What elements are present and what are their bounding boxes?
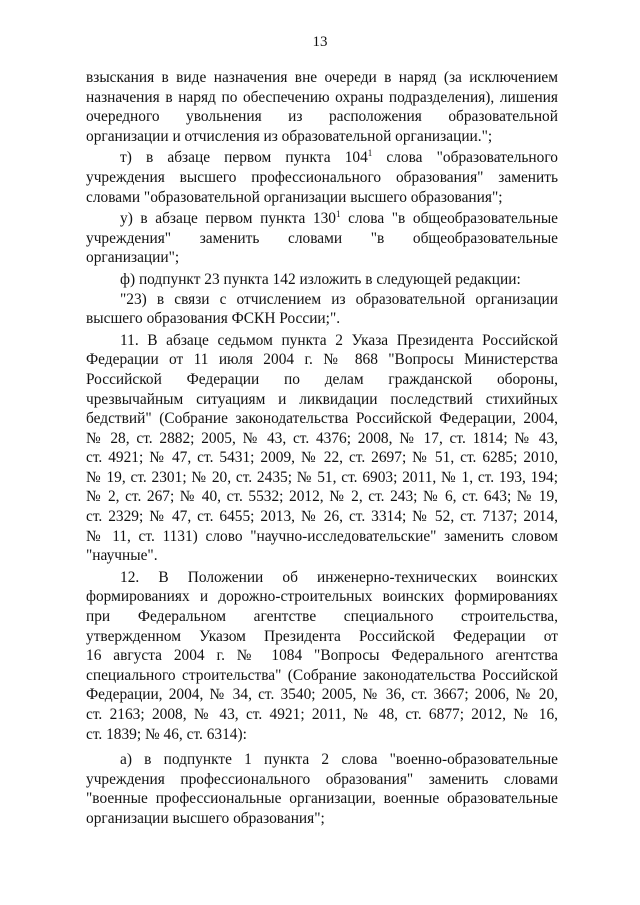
text-line: организации"; [86,249,180,267]
text-line: ст. 4921; № 47, ст. 5431; 2009, № 22, ст. 2697; № 51, ст. 6285; 2010, [86,449,558,467]
text-line: утвержденном Указом Президента Российской Федерации от [86,627,558,645]
text-line: ст. 2163; 2008, № 43, ст. 4921; 2011, № 48, ст. 6877; 2012, № 16, [86,706,558,723]
text-line: Федерации от 11 июля 2004 г. № 868 "Вопросы Министерства [86,351,558,369]
text-line: назначения в наряд по обеспечению охраны подразделения), лишения [86,88,558,106]
text-line: высшего образования ФСКН России;". [86,310,341,328]
text-line: учреждения профессионального образования" заменить словами [86,770,558,788]
paragraph [86,290,558,329]
text-line: "23) в связи с отчислением из образовательной организации [120,290,558,308]
text-line: учреждения" заменить словами "в общеобразовательные [86,229,558,247]
paragraph [86,209,558,268]
text-line: № 2, ст. 267; № 40, ст. 5532; 2012, № 2, ст. 243; № 6, ст. 643; № 19, [86,488,558,506]
text-line: организации высшего образования"; [86,809,325,827]
text-line: т) в абзаце первом пункта $104^1$ слова "образовательного [120,148,558,167]
text-line: учреждения высшего профессионального образования" заменить [86,168,558,186]
text-line: чрезвычайным ситуациям и ликвидации последствий стихийных [86,390,558,408]
text-line: 16 августа 2004 г. № 1084 "Вопросы Федерального агентства [86,647,558,665]
text-line: взыскания в виде назначения вне очереди в наряд (за исключением [86,69,558,86]
page-number: 13 [312,34,328,50]
paragraph [86,331,558,566]
text-line: специального строительства" (Собрание законодательства Российской [86,666,558,684]
text-line: организации и отчисления из образовательной организации."; [86,127,493,145]
text-line: 12. В Положении об инженерно-технических воинских [120,568,558,586]
text-line: Российской Федерации по делам гражданской обороны, [86,370,558,388]
text-line: при Федеральном агентстве специального строительства, [86,608,558,626]
text-line: ф) подпункт 23 пункта 142 изложить в следующей редакции: [120,270,521,288]
text-line: № 11, ст. 1131) слово "научно-исследовательские" заменить словом [86,527,558,545]
text-line: ст. 2329; № 47, ст. 6455; 2013, № 26, ст. 3314; № 52, ст. 7137; 2014, [86,508,558,526]
text-line: а) в подпункте 1 пункта 2 слова "военно-образовательные [120,751,558,769]
text-line: № 28, ст. 2882; 2005, № 43, ст. 4376; 2008, № 17, ст. 1814; № 43, [86,429,558,447]
text-line: "военные профессиональные организации, военные образовательные [86,790,558,808]
text-line: словами "образовательной организации высшего образования"; [86,188,503,206]
text-line: у) в абзаце первом пункта $130^1$ слова "в общеобразовательные [120,209,558,228]
text-line: "научные". [86,547,158,565]
paragraph [86,568,558,744]
text-line: ст. 1839; № 46, ст. 6314): [86,725,247,743]
paragraph [86,68,558,146]
text-line: очередного увольнения из расположения образовательной [86,108,558,126]
text-line: бедствий" (Собрание законодательства Российской Федерации, 2004, [86,410,558,428]
document-body [86,68,558,829]
paragraph [86,270,558,290]
text-line: 11. В абзаце седьмом пункта 2 Указа Президента Российской [120,331,558,349]
text-line: № 19, ст. 2301; № 20, ст. 2435; № 51, ст. 6903; 2011, № 1, ст. 193, 194; [86,468,558,486]
text-line: Федерации, 2004, № 34, ст. 3540; 2005, № 36, ст. 3667; 2006, № 20, [86,686,558,704]
text-line: формированиях и дорожно-строительных воинских формированиях [86,588,558,606]
paragraph [86,750,558,828]
paragraph [86,148,558,207]
